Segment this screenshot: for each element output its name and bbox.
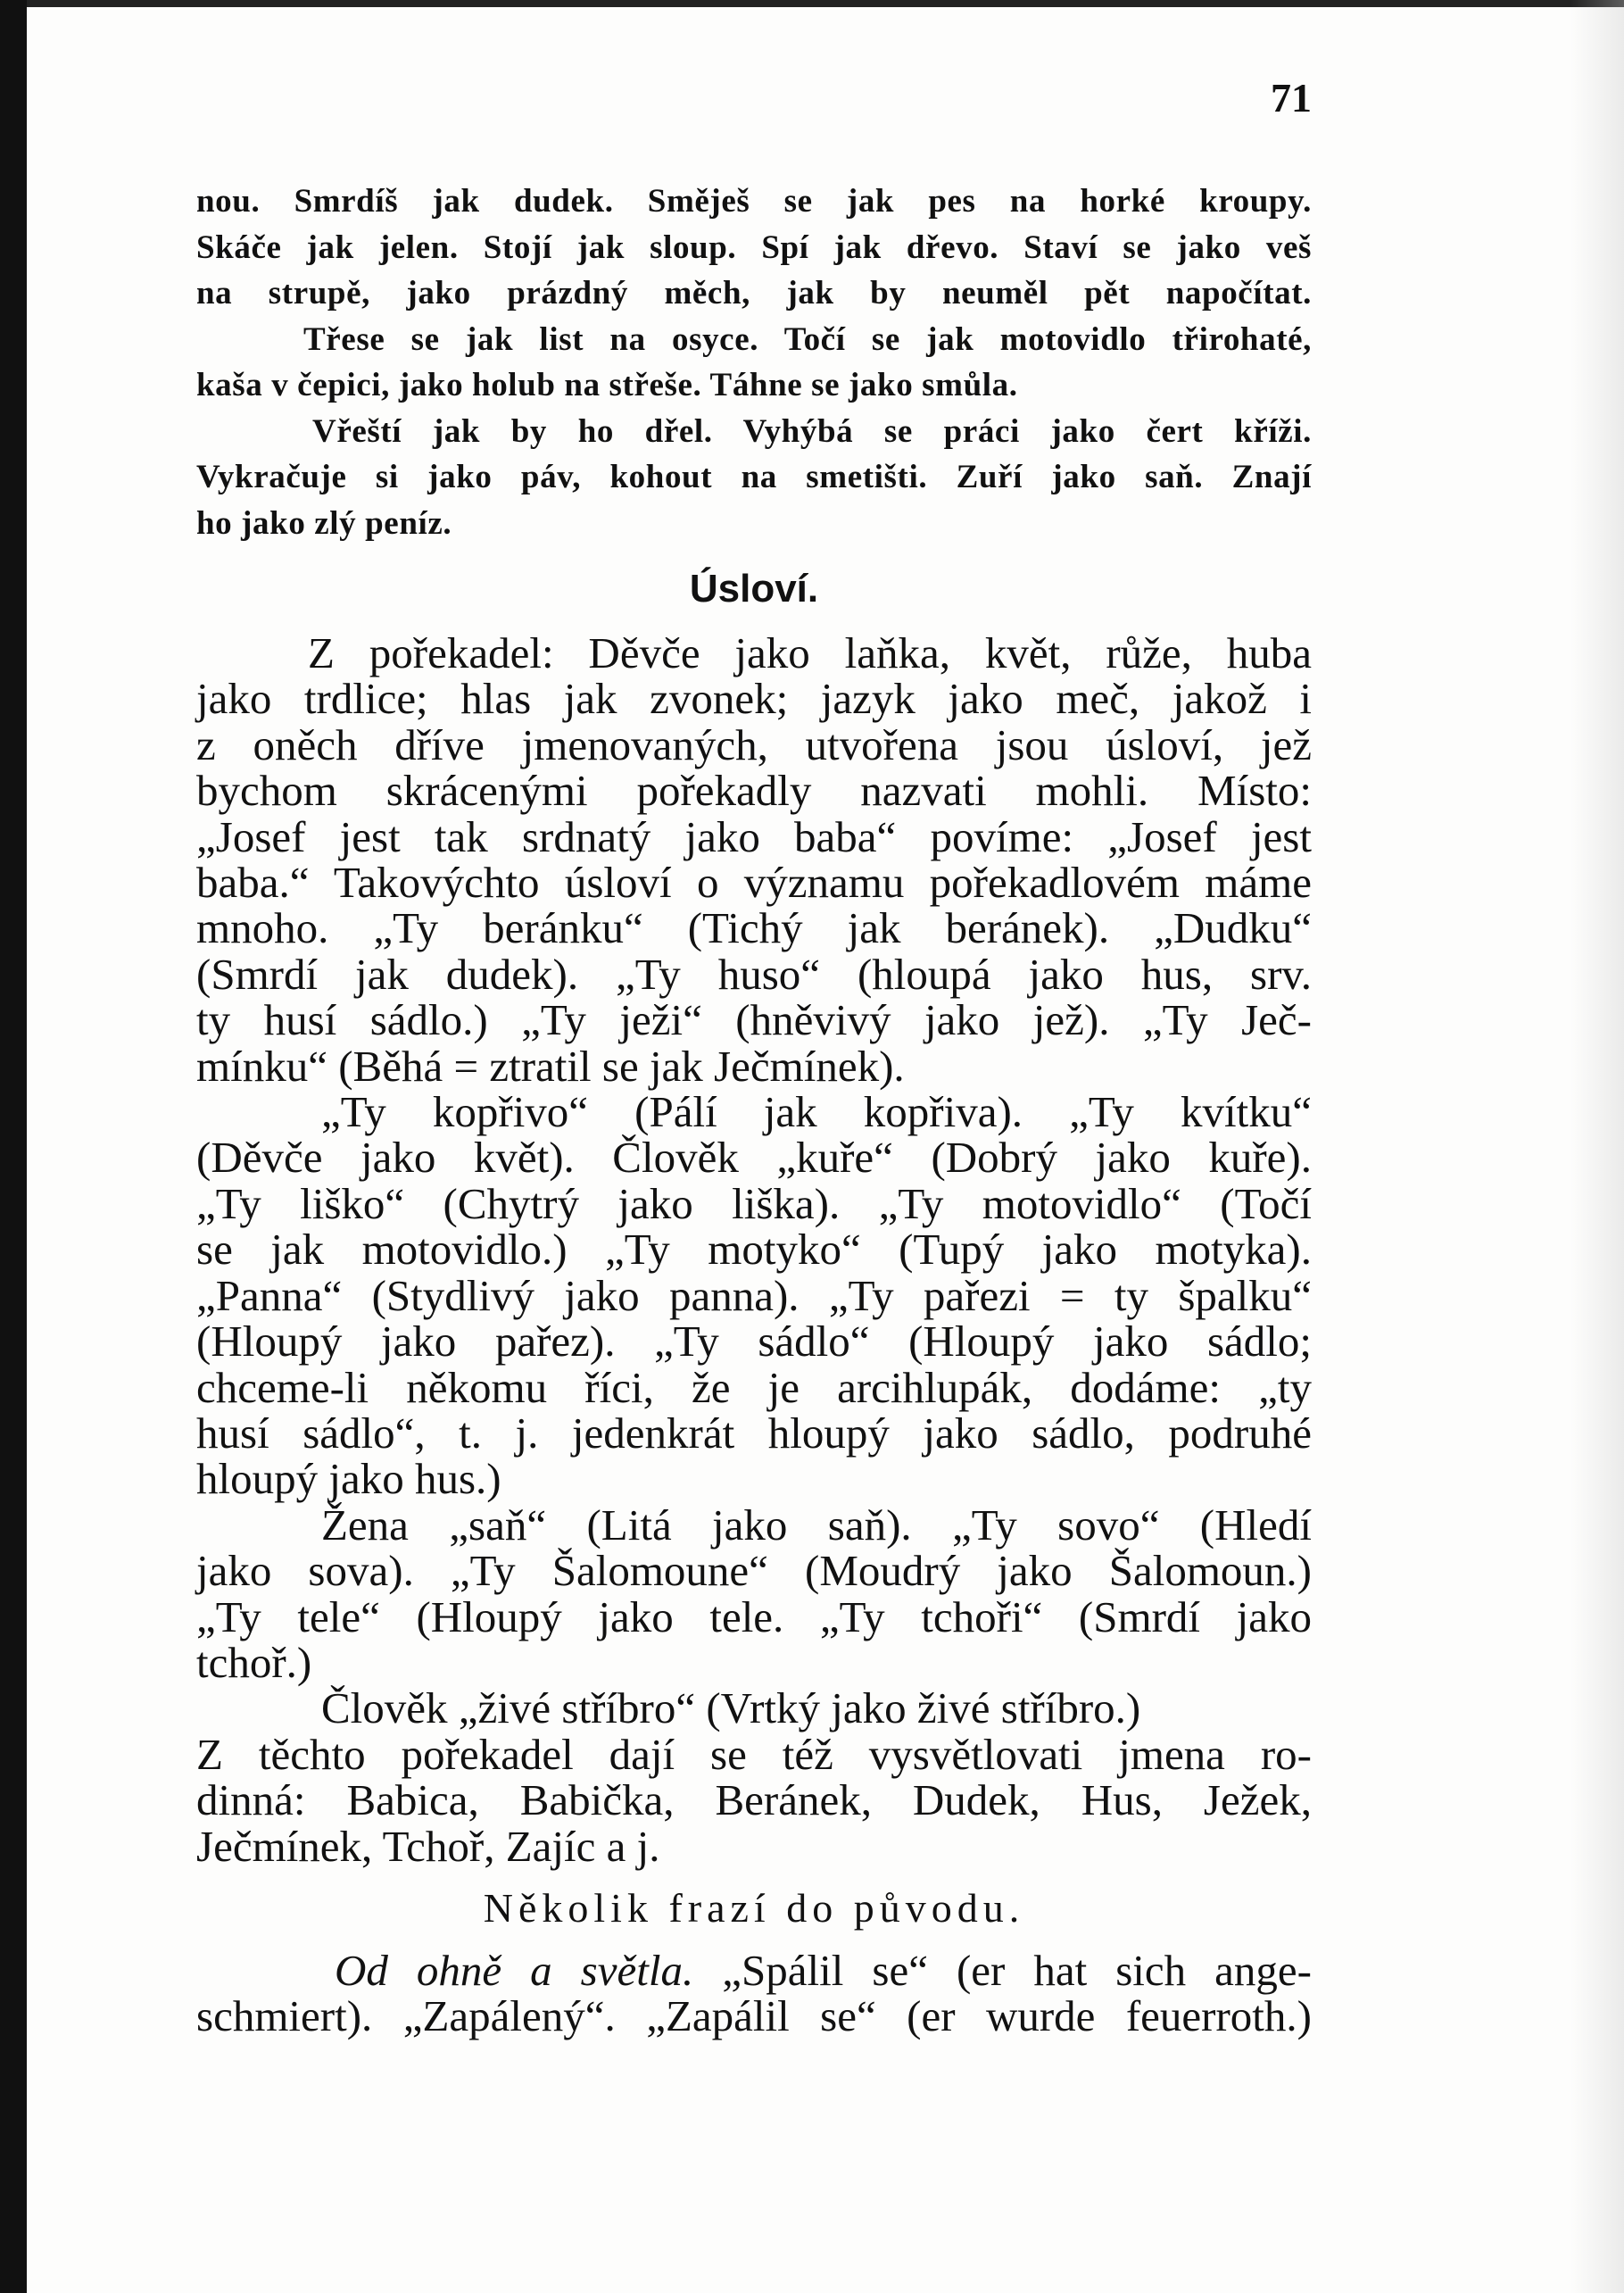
text-line: (Smrdí jak dudek). „Ty huso“ (hloupá jako hus, srv.	[196, 949, 1312, 999]
text-line: schmiert). „Zapálený“. „Zapálil se“ (er wurde feuerroth.)	[196, 1991, 1312, 2041]
text-line: „Josef jest tak srdnatý jako baba“ povíme: „Josef jest	[196, 811, 1312, 861]
section-heading: Úsloví.	[689, 567, 819, 611]
page-number: 71	[1271, 75, 1312, 120]
text-line: Z pořekadel: Děvče jako laňka, květ, růže, huba	[308, 628, 1312, 677]
usloví-paragraph	[196, 630, 1312, 1869]
text-line: na strupě, jako prázdný měch, jak by neuměl pět napočítat.	[196, 275, 1312, 312]
text-line: „Panna“ (Stydlivý jako panna). „Ty pařezi = ty špalku“	[196, 1270, 1312, 1320]
text-line: kaša v čepici, jako holub na střeše. Táhne se jako smůla.	[196, 367, 1018, 403]
text-line: mínku“ (Běhá = ztratil se jak Ječmínek).	[196, 1041, 905, 1091]
italic-lead: Od ohně a světla.	[335, 1946, 694, 1995]
text-line: Ječmínek, Tchoř, Zajíc a j.	[196, 1821, 660, 1871]
text-line: Skáče jak jelen. Stojí jak sloup. Spí jak dřevo. Staví se jako veš	[196, 228, 1312, 266]
text-line: Třese se jak list na osyce. Točí se jak motovidlo třirohaté,	[303, 320, 1312, 358]
text-line: husí sádlo“, t. j. jedenkrát hloupý jako sádlo, podruhé	[196, 1408, 1312, 1458]
text-line: jako trdlice; hlas jak zvonek; jazyk jako meč, jakož i	[196, 674, 1312, 724]
subsection-heading: Několik frazí do původu.	[483, 1885, 1025, 1931]
text-line: „Ty kopřivo“ (Pálí jak kopřiva). „Ty kvítku“	[321, 1087, 1312, 1137]
text-line: jako sova). „Ty Šalomoune“ (Moudrý jako Šalomoun.)	[196, 1546, 1312, 1596]
text-line: hloupý jako hus.)	[196, 1454, 501, 1504]
text-line: Z těchto pořekadel dají se též vysvětlovati jmena ro-	[196, 1729, 1312, 1779]
text-line	[196, 1948, 1312, 1993]
scan-left-edge	[0, 0, 27, 2293]
text-line: ho jako zlý peníz.	[196, 504, 452, 542]
text-line: Vřeští jak by ho dřel. Vyhýbá se práci jako čert kříži.	[312, 412, 1312, 450]
text-line: baba.“ Takovýchto úsloví o významu pořekadlovém máme	[196, 858, 1312, 908]
text-line: tchoř.)	[196, 1637, 312, 1687]
text-line: Člověk „živé stříbro“ (Vrtký jako živé stříbro.)	[321, 1683, 1141, 1733]
text-line: (Děvče jako květ). Člověk „kuře“ (Dobrý jako kuře).	[196, 1133, 1312, 1183]
text-line: ty husí sádlo.) „Ty ježi“ (hněvivý jako jež). „Ty Ječ-	[196, 995, 1312, 1045]
text-run: „Spálil se“ (er hat sich ange-	[722, 1946, 1312, 1995]
text-line: „Ty liško“ (Chytrý jako liška). „Ty motovidlo“ (Točí	[196, 1178, 1312, 1228]
text-line: (Hloupý jako pařez). „Ty sádlo“ (Hloupý jako sádlo;	[196, 1317, 1312, 1367]
page-right-shade	[1570, 0, 1624, 2293]
text-line: mnoho. „Ty beránku“ (Tichý jak beránek). „Dudku“	[196, 903, 1312, 953]
text-line: bychom skrácenými pořekadly nazvati mohli. Místo:	[196, 766, 1312, 816]
text-line: „Ty tele“ (Hloupý jako tele. „Ty tchoři“ (Smrdí jako	[196, 1591, 1312, 1641]
text-line: z oněch dříve jmenovaných, utvořena jsou úsloví, jež	[196, 719, 1312, 769]
text-line: nou. Smrdíš jak dudek. Směješ se jak pes na horké kroupy.	[196, 183, 1312, 220]
text-line: Žena „saň“ (Litá jako saň). „Ty sovo“ (Hledí	[321, 1500, 1312, 1549]
text-line: Vykračuje si jako páv, kohout na smetišti. Zuří jako saň. Znají	[196, 459, 1312, 495]
scan-top-edge	[0, 0, 1624, 7]
final-paragraph	[196, 1948, 1312, 2040]
text-line: se jak motovidlo.) „Ty motyko“ (Tupý jako motyka).	[196, 1225, 1312, 1275]
text-line: dinná: Babica, Babička, Beránek, Dudek, Hus, Ježek,	[196, 1775, 1312, 1825]
text-line: chceme-li někomu říci, že je arcihlupák, dodáme: „ty	[196, 1362, 1312, 1412]
proverb-list-paragraph	[196, 179, 1312, 546]
